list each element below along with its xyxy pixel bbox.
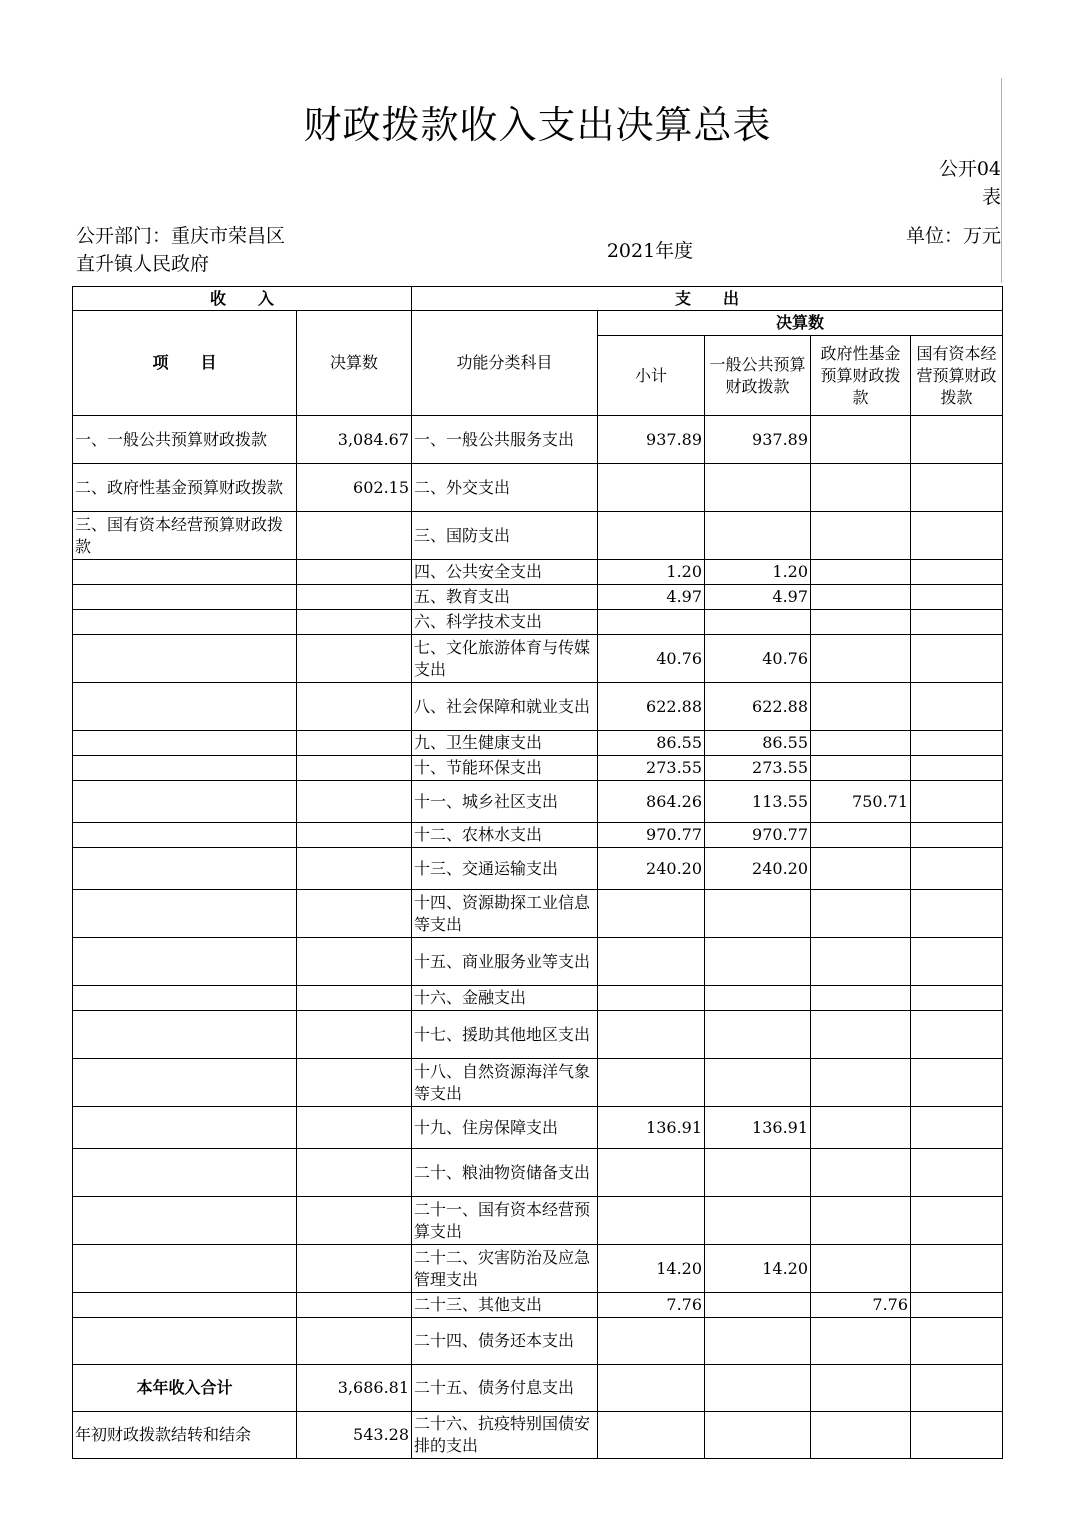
expense-gov-fund (811, 756, 911, 781)
expense-subtotal (598, 890, 705, 938)
table-row (73, 986, 1003, 1011)
expense-gov-fund (811, 416, 911, 464)
expense-item: 十、节能环保支出 (412, 756, 598, 781)
expense-state-capital (911, 1107, 1003, 1149)
table-row (73, 756, 1003, 781)
item-header: 项 目 (73, 311, 297, 416)
expense-state-capital (911, 1149, 1003, 1197)
expense-gov-fund (811, 1149, 911, 1197)
expense-subtotal: 4.97 (598, 585, 705, 610)
income-amount (297, 683, 412, 731)
unit-label: 单位：万元 (905, 225, 1001, 247)
expense-state-capital (911, 1412, 1003, 1459)
table-row (73, 1197, 1003, 1245)
income-amount (297, 986, 412, 1011)
income-item (73, 731, 297, 756)
expense-state-capital (911, 1293, 1003, 1318)
expense-gov-fund (811, 635, 911, 683)
expense-state-capital (911, 610, 1003, 635)
table-row (73, 1293, 1003, 1318)
expense-subtotal (598, 1412, 705, 1459)
expense-state-capital (911, 1365, 1003, 1412)
table-row (73, 560, 1003, 585)
expense-state-capital (911, 416, 1003, 464)
expense-general-budget (705, 1149, 811, 1197)
income-amount (297, 610, 412, 635)
fiscal-year: 2021年度 (606, 240, 694, 262)
expense-general-budget (705, 890, 811, 938)
table-row (73, 823, 1003, 848)
expense-subtotal: 970.77 (598, 823, 705, 848)
expense-gov-fund (811, 1197, 911, 1245)
header-row-1 (73, 287, 1003, 311)
expense-subtotal (598, 1318, 705, 1365)
expense-gov-fund (811, 1365, 911, 1412)
expense-gov-fund (811, 986, 911, 1011)
expense-subtotal: 937.89 (598, 416, 705, 464)
income-item (73, 823, 297, 848)
table-row (73, 683, 1003, 731)
expense-subtotal: 622.88 (598, 683, 705, 731)
income-item: 一、一般公共预算财政拨款 (73, 416, 297, 464)
expense-item: 二、外交支出 (412, 464, 598, 512)
expense-state-capital (911, 781, 1003, 823)
expense-gov-fund (811, 560, 911, 585)
expense-state-capital (911, 823, 1003, 848)
appropriation-summary-table (72, 286, 1003, 1459)
expense-subtotal (598, 938, 705, 986)
table-row (73, 635, 1003, 683)
table-row (73, 1365, 1003, 1412)
expense-state-capital (911, 731, 1003, 756)
general-budget-header: 一般公共预算财政拨款 (705, 336, 811, 416)
amount-header: 决算数 (297, 311, 412, 416)
income-item (73, 848, 297, 890)
state-capital-header: 国有资本经营预算财政拨款 (911, 336, 1003, 416)
income-item: 二、政府性基金预算财政拨款 (73, 464, 297, 512)
table-row (73, 512, 1003, 560)
table-row (73, 464, 1003, 512)
expense-subtotal: 14.20 (598, 1245, 705, 1293)
expense-gov-fund (811, 1245, 911, 1293)
header-row-2 (73, 311, 1003, 336)
expense-item: 二十六、抗疫特别国债安排的支出 (412, 1412, 598, 1459)
income-amount (297, 1011, 412, 1059)
income-item: 年初财政拨款结转和结余 (73, 1412, 297, 1459)
expense-state-capital (911, 635, 1003, 683)
expense-general-budget: 240.20 (705, 848, 811, 890)
expense-state-capital (911, 1318, 1003, 1365)
income-amount: 543.28 (297, 1412, 412, 1459)
income-item (73, 585, 297, 610)
expense-general-budget (705, 512, 811, 560)
expense-general-budget: 14.20 (705, 1245, 811, 1293)
income-item (73, 938, 297, 986)
table-row (73, 1149, 1003, 1197)
page-title: 财政拨款收入支出决算总表 (303, 103, 772, 147)
income-amount: 3,084.67 (297, 416, 412, 464)
expense-subtotal (598, 1149, 705, 1197)
expense-header: 支 出 (412, 287, 1003, 311)
income-item (73, 560, 297, 585)
income-item (73, 1011, 297, 1059)
income-item: 三、国有资本经营预算财政拨款 (73, 512, 297, 560)
expense-subtotal: 40.76 (598, 635, 705, 683)
gov-fund-header: 政府性基金预算财政拨款 (811, 336, 911, 416)
expense-subtotal (598, 512, 705, 560)
table-row (73, 1245, 1003, 1293)
expense-subtotal: 273.55 (598, 756, 705, 781)
income-item (73, 635, 297, 683)
expense-state-capital (911, 1245, 1003, 1293)
expense-subtotal (598, 464, 705, 512)
expense-gov-fund (811, 1011, 911, 1059)
expense-subtotal: 7.76 (598, 1293, 705, 1318)
expense-state-capital (911, 560, 1003, 585)
final-header: 决算数 (598, 311, 1003, 336)
expense-state-capital (911, 1011, 1003, 1059)
income-amount (297, 938, 412, 986)
expense-general-budget (705, 610, 811, 635)
income-amount (297, 731, 412, 756)
expense-gov-fund (811, 512, 911, 560)
income-amount (297, 1245, 412, 1293)
income-amount (297, 1318, 412, 1365)
expense-general-budget (705, 1011, 811, 1059)
income-item (73, 890, 297, 938)
expense-gov-fund (811, 1318, 911, 1365)
income-amount (297, 848, 412, 890)
income-item (73, 1059, 297, 1107)
expense-item: 二十四、债务还本支出 (412, 1318, 598, 1365)
expense-gov-fund (811, 1059, 911, 1107)
table-row (73, 938, 1003, 986)
expense-item: 十七、援助其他地区支出 (412, 1011, 598, 1059)
expense-general-budget: 86.55 (705, 731, 811, 756)
income-item (73, 1149, 297, 1197)
income-item (73, 610, 297, 635)
expense-general-budget (705, 986, 811, 1011)
expense-state-capital (911, 1059, 1003, 1107)
expense-gov-fund: 750.71 (811, 781, 911, 823)
income-amount (297, 1149, 412, 1197)
expense-item: 七、文化旅游体育与传媒支出 (412, 635, 598, 683)
table-row (73, 848, 1003, 890)
expense-state-capital (911, 938, 1003, 986)
table-row (73, 1011, 1003, 1059)
expense-gov-fund (811, 1412, 911, 1459)
income-header: 收 入 (73, 287, 412, 311)
expense-general-budget: 40.76 (705, 635, 811, 683)
table-row (73, 781, 1003, 823)
table-row (73, 1107, 1003, 1149)
expense-state-capital (911, 890, 1003, 938)
expense-item: 九、卫生健康支出 (412, 731, 598, 756)
expense-item: 四、公共安全支出 (412, 560, 598, 585)
expense-gov-fund (811, 1107, 911, 1149)
expense-item: 十五、商业服务业等支出 (412, 938, 598, 986)
table-row (73, 731, 1003, 756)
income-item (73, 1293, 297, 1318)
expense-subtotal (598, 1365, 705, 1412)
expense-general-budget (705, 1197, 811, 1245)
expense-item: 八、社会保障和就业支出 (412, 683, 598, 731)
expense-item: 十八、自然资源海洋气象等支出 (412, 1059, 598, 1107)
table-row (73, 610, 1003, 635)
expense-state-capital (911, 848, 1003, 890)
table-row (73, 1059, 1003, 1107)
expense-item: 五、教育支出 (412, 585, 598, 610)
expense-general-budget: 622.88 (705, 683, 811, 731)
func-category-header: 功能分类科目 (412, 311, 598, 416)
form-code: 公开04表 (938, 158, 1001, 208)
expense-general-budget: 4.97 (705, 585, 811, 610)
expense-subtotal (598, 986, 705, 1011)
expense-gov-fund (811, 464, 911, 512)
expense-general-budget (705, 1412, 811, 1459)
expense-state-capital (911, 683, 1003, 731)
expense-state-capital (911, 1197, 1003, 1245)
expense-subtotal (598, 1059, 705, 1107)
expense-gov-fund (811, 938, 911, 986)
expense-general-budget: 937.89 (705, 416, 811, 464)
income-amount (297, 756, 412, 781)
expense-gov-fund (811, 848, 911, 890)
income-amount (297, 560, 412, 585)
expense-general-budget (705, 1318, 811, 1365)
expense-subtotal: 864.26 (598, 781, 705, 823)
income-item (73, 1318, 297, 1365)
expense-state-capital (911, 986, 1003, 1011)
income-amount (297, 823, 412, 848)
expense-gov-fund (811, 823, 911, 848)
expense-subtotal (598, 1011, 705, 1059)
income-item (73, 756, 297, 781)
expense-general-budget: 970.77 (705, 823, 811, 848)
income-amount (297, 1197, 412, 1245)
expense-subtotal: 1.20 (598, 560, 705, 585)
expense-item: 三、国防支出 (412, 512, 598, 560)
expense-gov-fund (811, 890, 911, 938)
expense-state-capital (911, 756, 1003, 781)
expense-general-budget (705, 938, 811, 986)
expense-general-budget (705, 1059, 811, 1107)
income-amount: 602.15 (297, 464, 412, 512)
income-item (73, 1245, 297, 1293)
expense-subtotal: 240.20 (598, 848, 705, 890)
income-amount (297, 1059, 412, 1107)
table-row (73, 585, 1003, 610)
expense-general-budget (705, 1293, 811, 1318)
expense-gov-fund (811, 610, 911, 635)
subtotal-header: 小计 (598, 336, 705, 416)
expense-subtotal (598, 610, 705, 635)
income-item (73, 781, 297, 823)
table-row (73, 1412, 1003, 1459)
expense-item: 十一、城乡社区支出 (412, 781, 598, 823)
expense-item: 二十一、国有资本经营预算支出 (412, 1197, 598, 1245)
income-amount (297, 1107, 412, 1149)
income-amount: 3,686.81 (297, 1365, 412, 1412)
income-item (73, 1197, 297, 1245)
income-amount (297, 635, 412, 683)
expense-item: 二十三、其他支出 (412, 1293, 598, 1318)
income-item: 本年收入合计 (73, 1365, 297, 1412)
income-item (73, 683, 297, 731)
expense-item: 十四、资源勘探工业信息等支出 (412, 890, 598, 938)
expense-item: 一、一般公共服务支出 (412, 416, 598, 464)
expense-state-capital (911, 464, 1003, 512)
income-amount (297, 781, 412, 823)
expense-item: 六、科学技术支出 (412, 610, 598, 635)
table-row (73, 890, 1003, 938)
expense-general-budget: 136.91 (705, 1107, 811, 1149)
expense-item: 二十五、债务付息支出 (412, 1365, 598, 1412)
expense-gov-fund (811, 683, 911, 731)
income-item (73, 1107, 297, 1149)
expense-item: 十九、住房保障支出 (412, 1107, 598, 1149)
expense-state-capital (911, 585, 1003, 610)
table-row (73, 1318, 1003, 1365)
expense-general-budget: 273.55 (705, 756, 811, 781)
expense-item: 二十、粮油物资储备支出 (412, 1149, 598, 1197)
expense-state-capital (911, 512, 1003, 560)
expense-general-budget (705, 1365, 811, 1412)
expense-gov-fund (811, 585, 911, 610)
income-amount (297, 512, 412, 560)
expense-general-budget: 113.55 (705, 781, 811, 823)
expense-gov-fund (811, 731, 911, 756)
expense-item: 二十二、灾害防治及应急管理支出 (412, 1245, 598, 1293)
income-amount (297, 1293, 412, 1318)
expense-item: 十三、交通运输支出 (412, 848, 598, 890)
income-amount (297, 890, 412, 938)
income-amount (297, 585, 412, 610)
income-item (73, 986, 297, 1011)
expense-item: 十二、农林水支出 (412, 823, 598, 848)
expense-general-budget: 1.20 (705, 560, 811, 585)
expense-gov-fund: 7.76 (811, 1293, 911, 1318)
expense-item: 十六、金融支出 (412, 986, 598, 1011)
expense-subtotal (598, 1197, 705, 1245)
expense-subtotal: 86.55 (598, 731, 705, 756)
expense-general-budget (705, 464, 811, 512)
department-label: 公开部门：重庆市荣昌区直升镇人民政府 (76, 225, 286, 275)
expense-subtotal: 136.91 (598, 1107, 705, 1149)
table-row (73, 416, 1003, 464)
